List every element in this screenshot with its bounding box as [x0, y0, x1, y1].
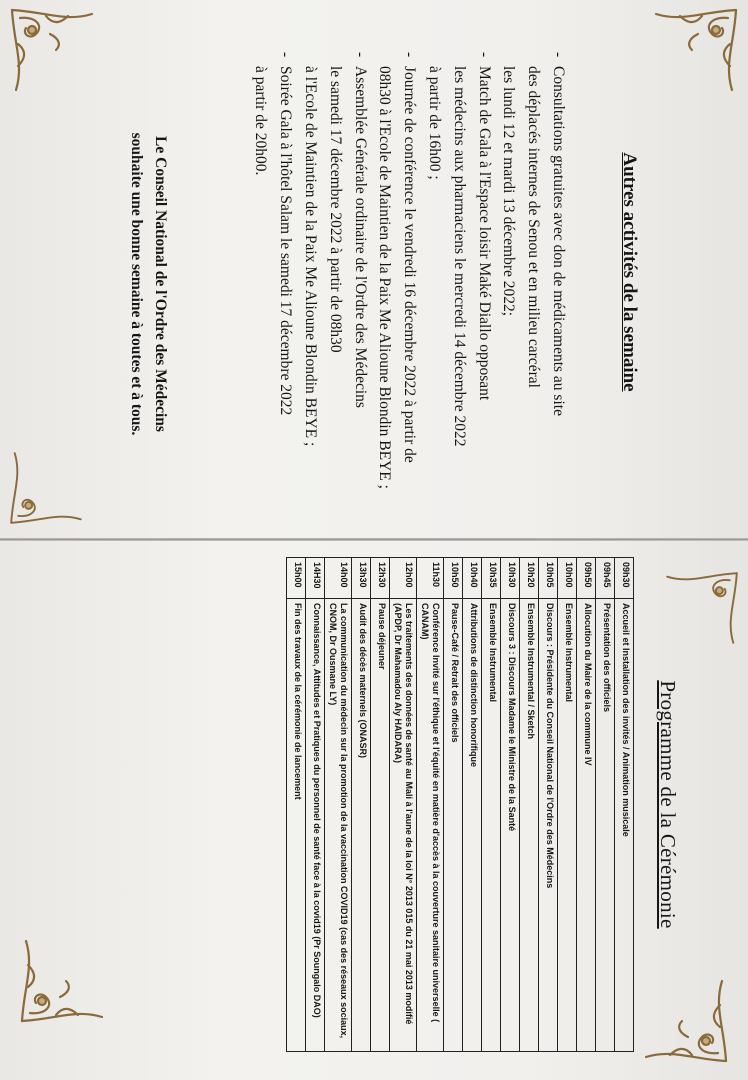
- activity-line: Journée de conférence le vendredi 16 décembre 2022 à partir de: [401, 66, 419, 463]
- table-row: [417, 558, 444, 1052]
- row-time: 09h50: [577, 558, 596, 599]
- activity-line: les médecins aux pharmaciens le mercredi 14 décembre 2022: [450, 66, 468, 447]
- ornament-bottom-left-icon: [16, 935, 108, 1027]
- activities-list: [248, 52, 570, 532]
- table-row: [501, 558, 520, 1052]
- table-row: [539, 558, 558, 1052]
- table-row: [577, 558, 596, 1052]
- table-row: [596, 558, 615, 1052]
- table-row: [371, 558, 390, 1052]
- table-row: [352, 558, 371, 1052]
- table-row: [287, 558, 306, 1052]
- table-row: [390, 558, 417, 1052]
- programme-panel: [160, 557, 680, 1052]
- activities-title: Autres activités de la semaine: [619, 152, 640, 392]
- closing-line: Le Conseil National de l'Ordre des Médecins: [152, 136, 169, 432]
- activity-line: les lundi 12 et mardi 13 décembre 2022;: [500, 66, 518, 317]
- row-event: Ensemble Instrumental: [558, 599, 577, 1052]
- row-time: 10h40: [463, 558, 482, 599]
- row-event: Pause-Café / Retrait des officiels: [444, 599, 463, 1052]
- row-time: 10h30: [501, 558, 520, 599]
- row-time: 14H30: [306, 558, 325, 599]
- ornament-mid-left-icon: [6, 448, 86, 528]
- row-time: 15h00: [287, 558, 306, 599]
- row-time: 09h45: [596, 558, 615, 599]
- activity-item: - Soirée Gala à l'hôtel Salam le samedi 17 décembre 2022 à partir de 20h00.: [248, 52, 298, 532]
- table-row: [325, 558, 352, 1052]
- row-event: Conférence Invité sur l'éthique et l'équité en matière d'accès à la couverture sanitaire universelle ( CANAM): [417, 599, 444, 1052]
- table-row: [615, 558, 634, 1052]
- activity-item: - Consultations gratuites avec don de médicaments au site des déplacés internes de Senou et en milieu carcéral les lundi 12 et mardi 13 décembre 2022;: [496, 52, 570, 532]
- activity-line: Assemblée Générale ordinaire de l'Ordre des Médecins: [351, 66, 369, 408]
- row-event: Présentation des officiels: [596, 599, 615, 1052]
- row-time: 09h30: [615, 558, 634, 599]
- activity-line: Soirée Gala à l'hôtel Salam le samedi 17 décembre 2022: [277, 66, 295, 416]
- programme-title: Programme de la Cérémonie: [656, 680, 680, 929]
- row-event: Les traitements des données de santé au Mali à l'aune de la loi N° 2013 015 du 21 mai 2013 modifié (APDP, Dr Mahamadou Aly HAIDARA): [390, 599, 417, 1052]
- programme-table: [286, 557, 634, 1052]
- row-time: 12h00: [390, 558, 417, 599]
- activity-line: à l'Ecole de Maintien de la Paix Me Alioune Blondin BEYE ;: [302, 66, 320, 447]
- row-event: Connaissance, Attitudes et Pratiques du personnel de santé face à la covid19 (Pr Soungalo DAO): [306, 599, 325, 1052]
- activity-item: - Journée de conférence le vendredi 16 décembre 2022 à partir de 08h30 à l'Ecole de Maintien de la Paix Me Alioune Blondin BEYE ;: [372, 52, 422, 532]
- table-row: [520, 558, 539, 1052]
- row-event: Accueil et Installation des invités / Animation musicale: [615, 599, 634, 1052]
- activity-line: à partir de 20h00.: [252, 66, 270, 176]
- row-event: Allocution du Maire de la commune IV: [577, 599, 596, 1052]
- row-time: 12h30: [371, 558, 390, 599]
- table-row: [558, 558, 577, 1052]
- ornament-top-right-icon: [650, 4, 742, 96]
- row-time: 10h35: [482, 558, 501, 599]
- activity-line: des déplacés internes de Senou et en milieu carcéral: [525, 66, 543, 388]
- row-time: 10h50: [444, 558, 463, 599]
- row-event: Discours : Présidente du Conseil National de l'Ordre des Médecins: [539, 599, 558, 1052]
- table-row: [306, 558, 325, 1052]
- row-time: 10h20: [520, 558, 539, 599]
- activity-line: à partir de 16h00 ;: [426, 66, 444, 180]
- table-row: [463, 558, 482, 1052]
- row-time: 14h00: [325, 558, 352, 599]
- row-time: 10h00: [558, 558, 577, 599]
- row-event: Attributions de distinction honorifique: [463, 599, 482, 1052]
- activity-line: 08h30 à l'Ecole de Maintien de la Paix Me Alioune Blondin BEYE ;: [376, 66, 394, 489]
- activity-line: le samedi 17 décembre 2022 à partir de 08h30: [326, 66, 344, 353]
- page-fold-divider: [0, 538, 748, 541]
- activity-item: - Match de Gala à l'Espace loisir Maké Diallo opposant les médecins aux pharmaciens le mercredi 14 décembre 2022 à partir de 16h00 ;: [421, 52, 495, 532]
- activity-item: - Assemblée Générale ordinaire de l'Ordre des Médecins le samedi 17 décembre 2022 à partir de 08h30 à l'Ecole de Maintien de la Paix Me Alioune Blondin BEYE ;: [297, 52, 371, 532]
- row-event: Discours 3 : Discours Madame le Ministre de la Santé: [501, 599, 520, 1052]
- table-row: [444, 558, 463, 1052]
- activities-panel: [80, 12, 640, 532]
- row-event: Fin des travaux de la cérémonie de lancement: [287, 599, 306, 1052]
- row-event: Ensemble Instrumental: [482, 599, 501, 1052]
- activity-line: Match de Gala à l'Espace loisir Maké Diallo opposant: [475, 66, 493, 401]
- row-time: 13h30: [352, 558, 371, 599]
- row-time: 11h30: [417, 558, 444, 599]
- table-row: [482, 558, 501, 1052]
- activity-line: Consultations gratuites avec don de médicaments au site: [550, 66, 567, 416]
- row-event: La communication du médecin sur la promotion de la vaccination COVID19 (cas des réseaux sociaux, CNOM, Dr Ousmane LY): [325, 599, 352, 1052]
- row-event: Pause déjeuner: [371, 599, 390, 1052]
- row-time: 10h05: [539, 558, 558, 599]
- closing-message: [124, 84, 172, 484]
- closing-line: souhaite une bonne semaine à toutes et à tous.: [128, 132, 145, 436]
- row-event: Audit des décès maternels (ONASR): [352, 599, 371, 1052]
- row-event: Ensemble Instrumental / Sketch: [520, 599, 539, 1052]
